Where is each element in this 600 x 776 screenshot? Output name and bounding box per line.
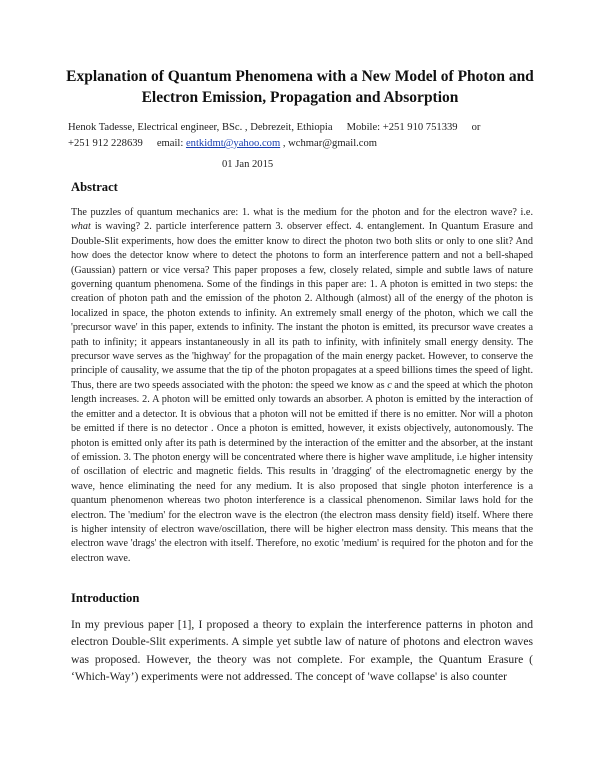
- second-phone: +251 912 228639: [68, 138, 143, 149]
- or-label: or: [471, 122, 481, 133]
- email-separator: ,: [280, 138, 289, 149]
- introduction-paragraph: In my previous paper [1], I proposed a theory to explain the interference patterns in photon and electron Double-Slit experiments. A simple yet subtle law of nature of photons and electron waves was proposed. However, the theory was not complete. For example, the Quantum Erasure ( ‘Which-Way’) experiments were not addressed. The concept of 'wave collapse' is also counter: [71, 618, 533, 684]
- abstract-text-2: is waving? 2. particle interference pattern 3. observer effect. 4. entanglement. In Quantum Erasure and Double-Slit experiments, how does the emitter know to direct the photon two both slits or only to one slit? And how does the detector know where to detect the photons to form an interference pattern and not a bell-shaped (Gaussian) pattern or vice versa? This paper proposes a few, closely related, simple and subtle laws of nature governing quantum phenomena. Some of the findings in this paper are: 1. A photon is emitted in two steps: the creation of photon path and the emission of the photon 2. Although (almost) all of the energy of the photon is localized in space, the photon extends to infinity. An extremely small energy of the photon, which we call the 'precursor wave' in this paper, extends to infinity. The instant the photon is emitted, its precursor wave creates a path to infinity; it appears instantaneously in all its path to infinity, with infinitely small energy density. The precursor wave serves as the 'highway' for the propagation of the main energy packet. However, to conserve the principle of causality, we assume that the tip of the photon propagates at a speed billions times the speed of light. Thus, there are two speeds associated with the photon: the speed we know as: [71, 221, 533, 391]
- abstract-emphasis-what: what: [71, 221, 91, 233]
- abstract-heading: Abstract: [71, 180, 118, 194]
- paper-date: 01 Jan 2015: [222, 159, 274, 170]
- email-link-yahoo[interactable]: entkidmt@yahoo.com: [185, 138, 281, 149]
- paper-title: Explanation of Quantum Phenomena with a New Model of Photon and Electron Emission, Propagation and Absorption: [66, 68, 534, 106]
- author-name-line: Henok Tadesse, Electrical engineer, BSc. , Debrezeit, Ethiopia: [68, 122, 333, 133]
- introduction-body: [71, 616, 533, 686]
- abstract-text-3: and the speed at which the photon length increases. 2. A photon will be emitted only towards an absorber. A photon is emitted by the interaction of the emitter and a detector. It is obvious that a photon will not be emitted if there is no emitter. Nor will a photon be emitted if there is no detector . Once a photon is emitted, however, it exists objectively, autonomously. The photon is emitted only after its path is determined by the interaction of the emitter and the absorber, at the instant of emission. 3. The photon energy will be concentrated where there is higher wave amplitude, i.e higher intensity of oscillation of electric and magnetic fields. This results in 'dragging' of the electromagnetic energy by the wave, hence eliminating the need for any medium. It is also proposed that single photon interference is a quantum phenomenon whereas two photon interference is a classical phenomenon. Similar laws hold for the electron. The 'medium' for the electron wave is the electron (the electron mass density field) itself. Where there is higher intensity of electron wave/oscillation, there will be higher electron mass density. This means that the electron wave 'drags' the electron with itself. Therefore, no exotic 'medium' is required for the photon and for the electron wave.: [71, 379, 533, 564]
- abstract-body: [71, 206, 533, 566]
- abstract-paragraph: [71, 206, 533, 566]
- author-info: [68, 120, 568, 152]
- introduction-heading: Introduction: [71, 591, 140, 605]
- email-gmail: wchmar@gmail.com: [288, 138, 378, 149]
- email-label: email:: [156, 138, 184, 149]
- abstract-emphasis-c: c: [387, 379, 392, 391]
- mobile-number: Mobile: +251 910 751339: [346, 122, 458, 133]
- abstract-text-1: The puzzles of quantum mechanics are: 1. what is the medium for the photon and for the electron wave? i.e.: [71, 207, 533, 218]
